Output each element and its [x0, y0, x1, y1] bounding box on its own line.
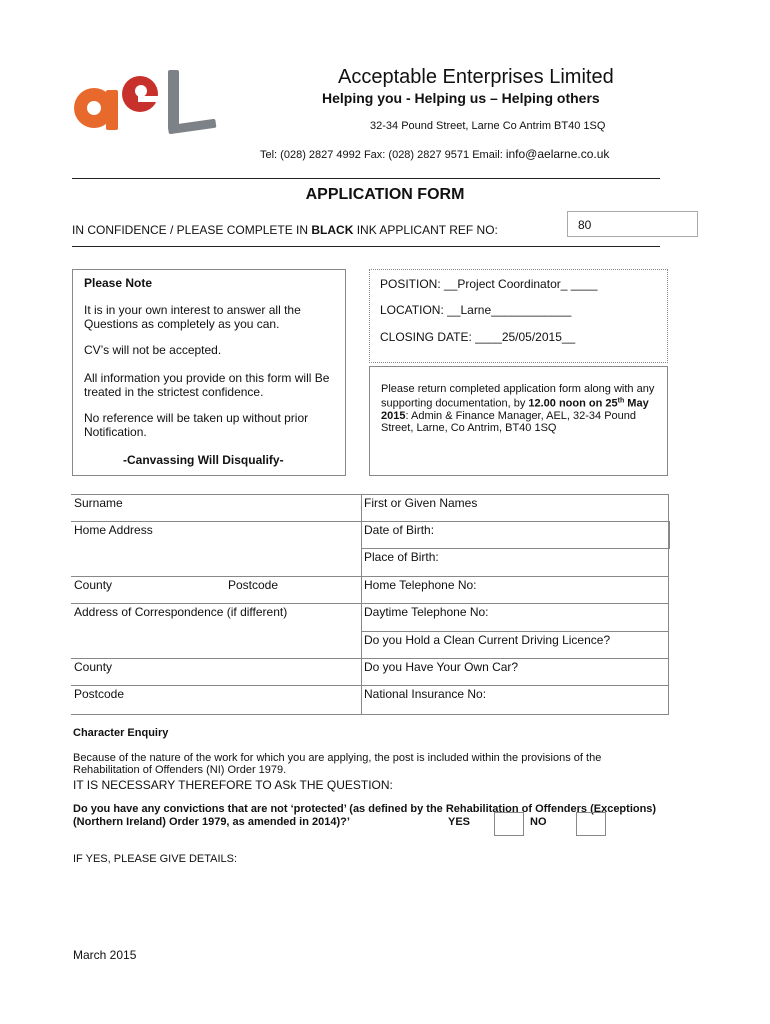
correspondence-county-field[interactable]: County	[74, 660, 113, 674]
county-field[interactable]: County	[74, 578, 113, 592]
applicant-ref-value: 80	[578, 218, 592, 232]
return-info-text	[381, 383, 659, 434]
confidence-note	[72, 223, 498, 237]
footer-date: March 2015	[73, 948, 137, 962]
logo-letter-l	[168, 70, 217, 134]
grid-line	[71, 714, 669, 715]
character-enquiry-text: Because of the nature of the work for which you are applying, the post is included within the provisions of the Rehabilitation of Offenders (NI) Order 1979.	[73, 752, 602, 776]
header-rule	[72, 178, 660, 179]
character-enquiry-heading: Character Enquiry	[73, 727, 169, 739]
convictions-question-line-1: Do you have any convictions that are not ‘protected’ (as defined by the Rehabilitation of Offenders (Exceptions)	[73, 803, 657, 815]
details-prompt: IF YES, PLEASE GIVE DETAILS:	[73, 853, 238, 865]
company-address: 32-34 Pound Street, Larne Co Antrim BT40 1SQ	[370, 120, 606, 132]
surname-field[interactable]: Surname	[74, 496, 123, 510]
note-para-2: CV’s will not be accepted.	[84, 343, 222, 357]
conf-suffix: INK APPLICANT REF NO:	[353, 223, 498, 237]
please-note-box	[72, 269, 346, 476]
title-rule	[72, 246, 660, 247]
dob-field[interactable]: Date of Birth:	[364, 523, 435, 537]
first-names-field[interactable]: First or Given Names	[364, 496, 478, 510]
pob-field[interactable]: Place of Birth:	[364, 550, 439, 564]
note-para-3: All information you provide on this form will Be treated in the strictest confidence.	[84, 371, 330, 399]
note-para-4: No reference will be taken up without prior Notification.	[84, 411, 309, 439]
location-field[interactable]: LOCATION: __Larne____________	[380, 303, 572, 317]
return-deadline-sup: th	[617, 397, 625, 404]
return-deadline: 12.00 noon on 25	[528, 397, 618, 410]
correspondence-postcode-field[interactable]: Postcode	[74, 687, 125, 701]
contact-email: info@aelarne.co.uk	[505, 147, 610, 161]
character-enquiry-ask: IT IS NECESSARY THEREFORE TO ASk THE QUESTION:	[73, 778, 393, 792]
logo-letter-a	[74, 88, 118, 130]
form-title: APPLICATION FORM	[305, 186, 465, 203]
applicant-ref-field[interactable]	[567, 211, 698, 237]
yes-checkbox[interactable]	[494, 812, 524, 836]
driving-licence-field[interactable]: Do you Hold a Clean Current Driving Licence?	[364, 633, 611, 647]
company-contact	[260, 147, 609, 161]
contact-numbers: Tel: (028) 2827 4992 Fax: (028) 2827 9571 Email:	[260, 149, 506, 161]
note-heading: Please Note	[84, 276, 153, 290]
postcode-field[interactable]: Postcode	[228, 578, 279, 592]
position-field[interactable]: POSITION: __Project Coordinator_ ____	[380, 277, 598, 291]
personal-details-grid	[71, 494, 669, 716]
note-para-5: -Canvassing Will Disqualify-	[123, 453, 284, 467]
yes-label: YES	[448, 816, 471, 828]
logo-letter-e	[122, 76, 160, 112]
conf-black: BLACK	[311, 223, 354, 237]
company-name: Acceptable Enterprises Limited	[338, 66, 614, 88]
position-box	[369, 269, 668, 363]
return-text-2: : Admin & Finance Manager, AEL, 32-34 Pound Street, Larne, Co Antrim, BT40 1SQ	[381, 409, 637, 434]
closing-date-field[interactable]: CLOSING DATE: ____25/05/2015__	[380, 330, 576, 344]
return-text-1: Please return completed application form along with any supporting documentation, by	[381, 383, 655, 410]
national-insurance-field[interactable]: National Insurance No:	[364, 687, 487, 701]
company-tagline: Helping you - Helping us – Helping others	[322, 90, 600, 106]
grid-line	[669, 521, 670, 549]
return-deadline-2: May 2015	[381, 397, 649, 422]
ael-logo	[68, 64, 228, 144]
daytime-telephone-field[interactable]: Daytime Telephone No:	[364, 605, 489, 619]
conf-prefix: IN CONFIDENCE / PLEASE COMPLETE IN	[72, 223, 312, 237]
return-info-box	[369, 366, 668, 476]
convictions-question-line-2: (Northern Ireland) Order 1979, as amended in 2014)?’	[73, 816, 350, 828]
no-label: NO	[530, 816, 547, 828]
note-para-1: It is in your own interest to answer all the Questions as completely as you can.	[84, 303, 301, 331]
correspondence-address-field[interactable]: Address of Correspondence (if different)	[74, 605, 288, 619]
home-telephone-field[interactable]: Home Telephone No:	[364, 578, 477, 592]
home-address-field[interactable]: Home Address	[74, 523, 153, 537]
own-car-field[interactable]: Do you Have Your Own Car?	[364, 660, 519, 674]
no-checkbox[interactable]	[576, 812, 606, 836]
